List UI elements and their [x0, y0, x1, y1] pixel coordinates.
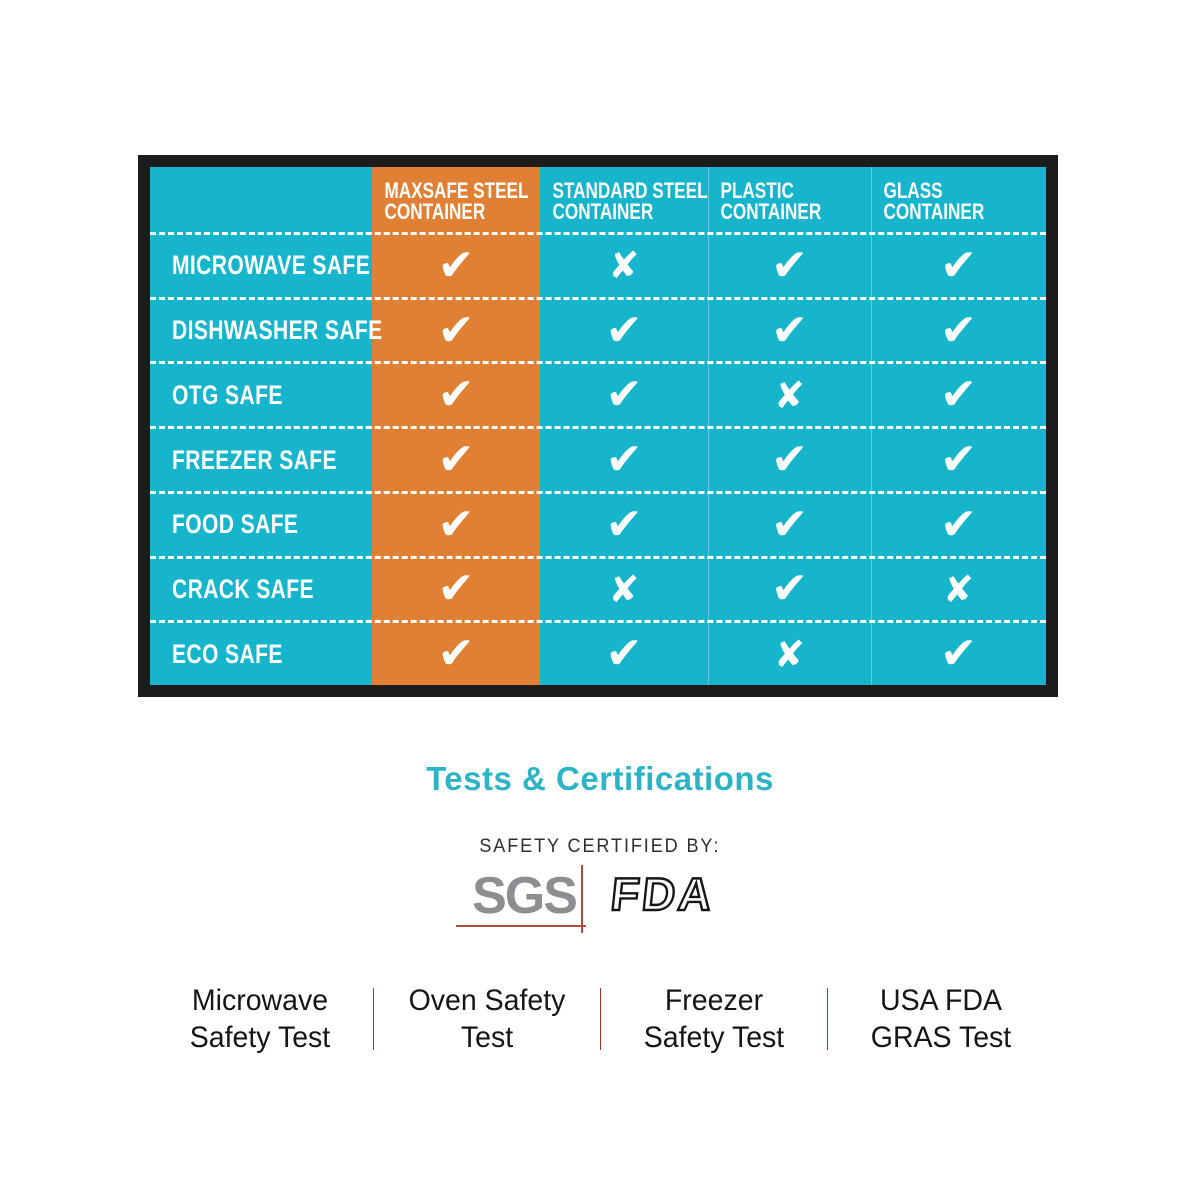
- column-header-label: STANDARD STEEL CONTAINER: [552, 178, 708, 224]
- check-mark-cell: [372, 559, 540, 621]
- check-mark-cell: [372, 235, 540, 297]
- comparison-table-grid: [150, 167, 1046, 685]
- check-icon: ✔: [940, 498, 977, 550]
- table-row: [150, 426, 1046, 491]
- cross-icon: ✘: [608, 244, 640, 288]
- cross-mark-cell: [871, 559, 1046, 621]
- fda-logo: [608, 867, 728, 924]
- row-label: FOOD SAFE: [172, 509, 299, 540]
- check-icon: ✔: [437, 369, 475, 421]
- column-header-plastic: [708, 167, 871, 232]
- row-label-cell: [150, 300, 383, 362]
- cross-icon: ✘: [942, 567, 974, 611]
- check-icon: ✔: [605, 628, 643, 680]
- cross-mark-cell: [540, 559, 708, 621]
- check-mark-cell: [540, 623, 708, 685]
- cross-icon: ✘: [773, 373, 805, 417]
- check-icon: ✔: [940, 369, 977, 421]
- cross-mark-cell: [708, 623, 871, 685]
- check-mark-cell: [372, 494, 540, 556]
- sgs-logo-text: SGS: [472, 866, 576, 925]
- row-label: OTG SAFE: [172, 379, 283, 410]
- check-mark-cell: [540, 429, 708, 491]
- row-label-cell: [150, 235, 372, 297]
- column-header-maxsafe-steel: [372, 167, 540, 232]
- test-label: Microwave Safety Test: [189, 984, 330, 1054]
- check-icon: ✔: [437, 498, 475, 550]
- column-header-glass: [871, 167, 1046, 232]
- row-label: MICROWAVE SAFE: [172, 250, 371, 281]
- sgs-underline: [456, 925, 586, 927]
- row-label-cell: [150, 559, 372, 621]
- table-row: [150, 556, 1046, 621]
- check-icon: ✔: [771, 498, 808, 550]
- comparison-table: [138, 155, 1058, 697]
- row-label: ECO SAFE: [172, 638, 283, 669]
- row-label-cell: [150, 494, 372, 556]
- row-label-cell: [150, 364, 372, 426]
- check-mark-cell: [372, 623, 540, 685]
- check-mark-cell: [540, 300, 708, 362]
- check-mark-cell: [708, 494, 871, 556]
- test-item: [147, 976, 373, 1062]
- check-mark-cell: [372, 364, 540, 426]
- check-mark-cell: [871, 235, 1046, 297]
- check-icon: ✔: [605, 498, 643, 550]
- check-mark-cell: [871, 494, 1046, 556]
- check-icon: ✔: [605, 434, 643, 486]
- cross-icon: ✘: [773, 632, 805, 676]
- check-icon: ✔: [940, 434, 977, 486]
- test-item: [374, 976, 600, 1062]
- row-label-cell: [150, 623, 372, 685]
- check-mark-cell: [871, 364, 1046, 426]
- check-icon: ✔: [437, 239, 475, 291]
- table-row: [150, 232, 1046, 297]
- check-mark-cell: [372, 429, 540, 491]
- check-mark-cell: [708, 559, 871, 621]
- certification-block: [0, 836, 1200, 924]
- check-icon: ✔: [605, 304, 643, 356]
- table-row: [150, 620, 1046, 685]
- check-icon: ✔: [940, 239, 977, 291]
- check-mark-cell: [871, 429, 1046, 491]
- column-header-label: PLASTIC CONTAINER: [720, 178, 822, 224]
- check-icon: ✔: [771, 304, 808, 356]
- check-icon: ✔: [437, 628, 475, 680]
- check-icon: ✔: [771, 563, 808, 615]
- row-label: DISHWASHER SAFE: [172, 315, 383, 346]
- table-row: [150, 491, 1046, 556]
- sgs-logo: [472, 866, 576, 925]
- fda-logo-text: FDA: [608, 868, 718, 919]
- check-icon: ✔: [605, 369, 643, 421]
- check-mark-cell: [540, 364, 708, 426]
- sgs-crossline: [581, 865, 583, 933]
- test-label: USA FDA GRAS Test: [870, 984, 1011, 1054]
- column-header-standard-steel: [540, 167, 708, 232]
- check-icon: ✔: [437, 434, 475, 486]
- check-mark-cell: [708, 235, 871, 297]
- check-mark-cell: [871, 623, 1046, 685]
- test-label: Freezer Safety Test: [643, 984, 784, 1054]
- column-header-label: GLASS CONTAINER: [883, 178, 985, 224]
- table-header-row: [150, 167, 1046, 232]
- check-icon: ✔: [940, 628, 977, 680]
- corner-cell: [150, 167, 372, 232]
- check-icon: ✔: [940, 304, 977, 356]
- check-mark-cell: [708, 300, 871, 362]
- check-mark-cell: [871, 300, 1046, 362]
- section-title: Tests & Certifications: [426, 760, 774, 797]
- check-icon: ✔: [771, 434, 808, 486]
- fda-logo-svg: [608, 867, 728, 919]
- check-mark-cell: [708, 429, 871, 491]
- cross-mark-cell: [708, 364, 871, 426]
- test-item: [601, 976, 827, 1062]
- check-icon: ✔: [437, 304, 475, 356]
- cross-icon: ✘: [608, 567, 640, 611]
- check-mark-cell: [540, 494, 708, 556]
- certified-by-label: SAFETY CERTIFIED BY:: [479, 836, 721, 857]
- check-icon: ✔: [771, 239, 808, 291]
- column-header-label: MAXSAFE STEEL CONTAINER: [384, 178, 529, 224]
- row-label-cell: [150, 429, 372, 491]
- certification-logos: [0, 867, 1200, 924]
- table-row: [150, 361, 1046, 426]
- row-label: FREEZER SAFE: [172, 444, 337, 475]
- tests-row: [0, 976, 1200, 1062]
- test-item: [828, 976, 1054, 1062]
- check-mark-cell: [372, 300, 540, 362]
- check-icon: ✔: [437, 563, 475, 615]
- cross-mark-cell: [540, 235, 708, 297]
- row-label: CRACK SAFE: [172, 573, 314, 604]
- test-label: Oven Safety Test: [408, 984, 565, 1054]
- table-row: [150, 297, 1046, 362]
